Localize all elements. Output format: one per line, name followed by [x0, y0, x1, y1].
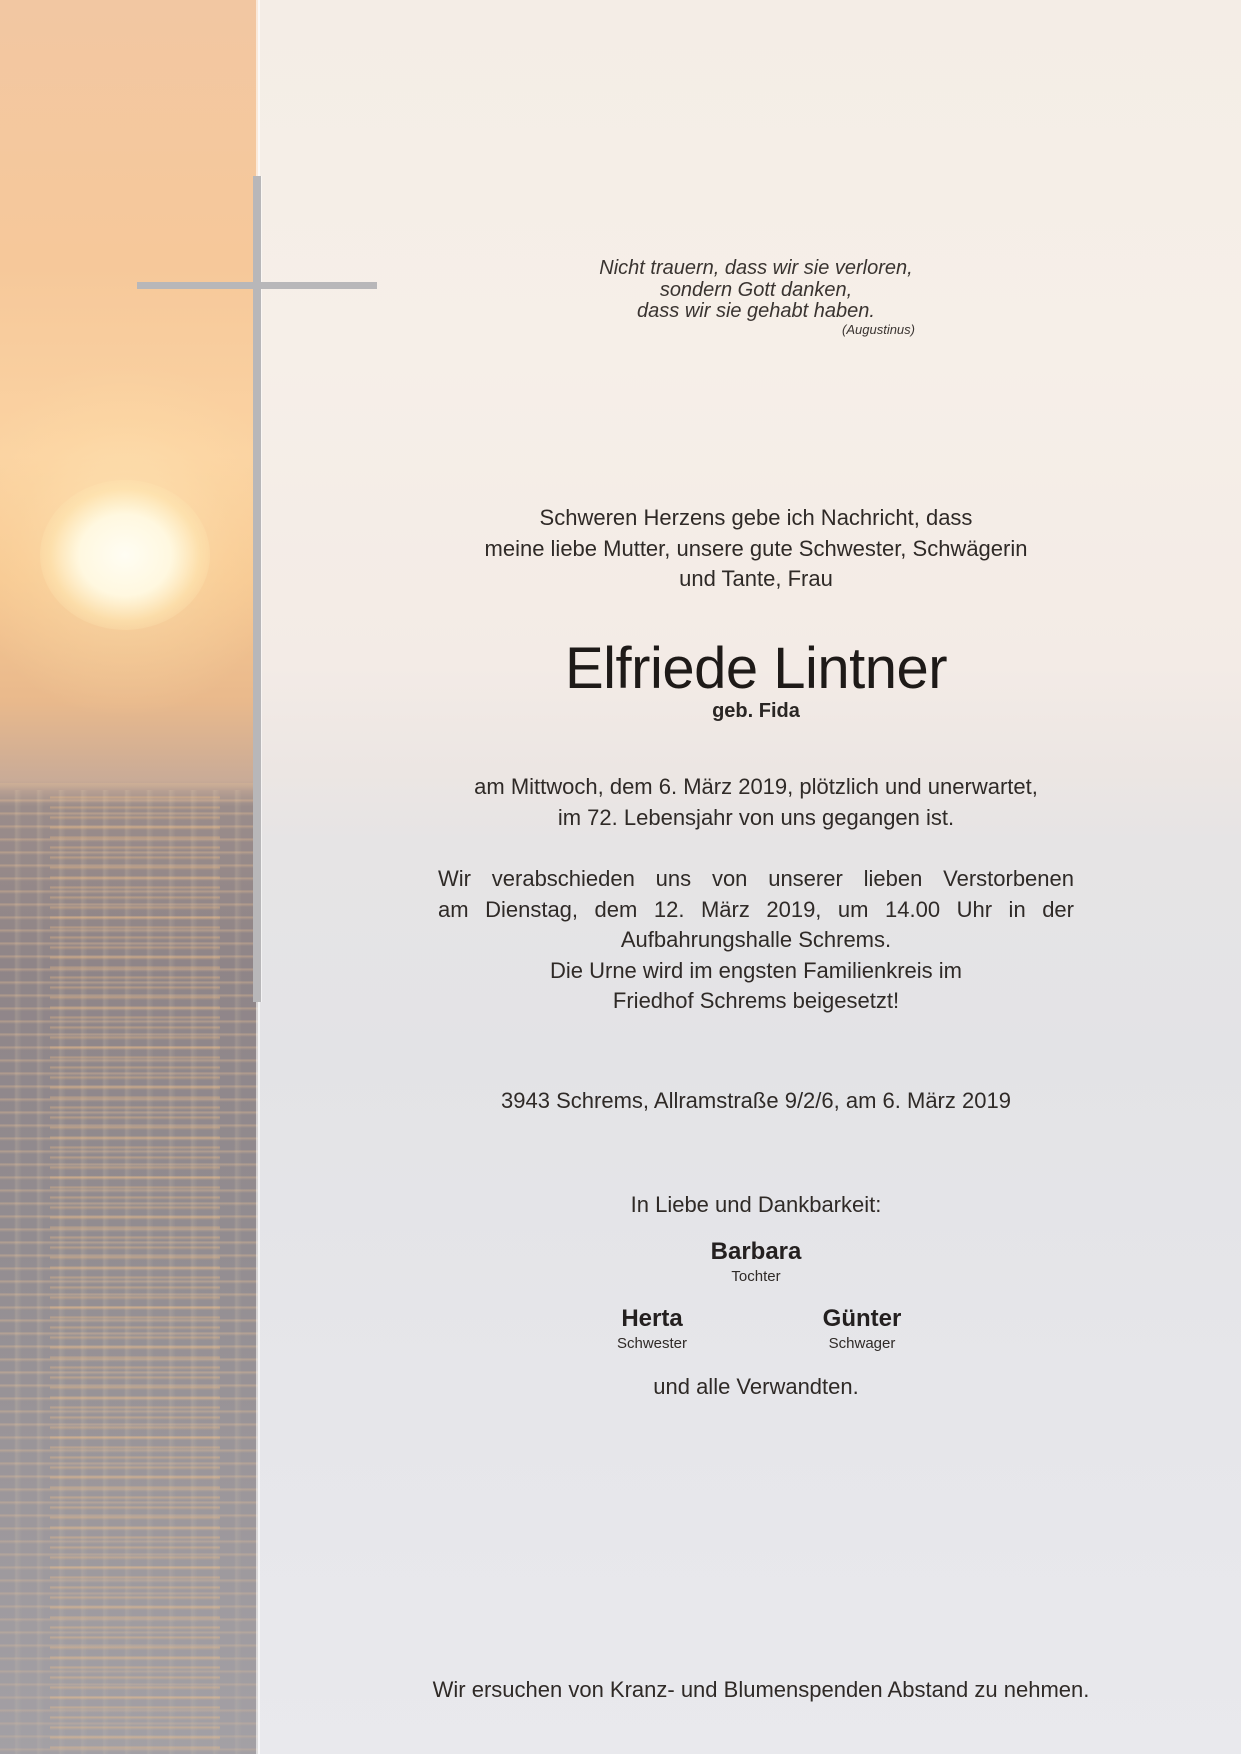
closing-note: Wir ersuchen von Kranz- und Blumenspenden Abstand zu nehmen.	[432, 1677, 1090, 1702]
quote-line: dass wir sie gehabt haben.	[637, 300, 875, 322]
sun-reflection-path	[50, 790, 220, 1754]
farewell-text	[438, 864, 1074, 1017]
intro-text	[436, 503, 1076, 595]
farewell-line: Aufbahrungshalle Schrems.	[620, 927, 892, 952]
mourner-name: Günter	[822, 1305, 902, 1332]
mourner-barbara	[636, 1238, 876, 1285]
sun	[40, 480, 210, 630]
mourner-role: Schwester	[616, 1335, 688, 1352]
intro-line: Schweren Herzens gebe ich Nachricht, dass	[539, 505, 973, 530]
memorial-quote	[560, 258, 952, 323]
farewell-line: Friedhof Schrems beigesetzt!	[612, 988, 900, 1013]
mourner-role: Tochter	[731, 1268, 781, 1285]
farewell-line: Die Urne wird im engsten Familienkreis im	[549, 957, 962, 983]
address-line: 3943 Schrems, Allramstraße 9/2/6, am 6. März 2019	[501, 1088, 1011, 1113]
mourner-guenter	[742, 1305, 982, 1352]
mourner-name: Herta	[621, 1305, 683, 1332]
relatives-line: und alle Verwandten.	[653, 1374, 859, 1399]
mourner-role: Schwager	[828, 1335, 896, 1352]
mourner-name: Barbara	[710, 1238, 802, 1265]
intro-line: und Tante, Frau	[679, 566, 833, 591]
cross-vertical-bar	[253, 176, 261, 1002]
death-announcement	[436, 772, 1076, 833]
farewell-line: am Dienstag, dem 12. März 2019, um 14.00 Uhr in der	[438, 896, 1074, 922]
deceased-name: Elfriede Lintner	[564, 636, 948, 701]
mourner-herta	[532, 1305, 772, 1352]
intro-line: meine liebe Mutter, unsere gute Schwester, Schwägerin	[484, 535, 1028, 561]
death-line: am Mittwoch, dem 6. März 2019, plötzlich und unerwartet,	[474, 774, 1038, 799]
quote-line: Nicht trauern, dass wir sie verloren,	[599, 257, 913, 279]
maiden-name: geb. Fida	[712, 700, 800, 722]
quote-line: sondern Gott danken,	[659, 278, 853, 301]
death-line: im 72. Lebensjahr von uns gegangen ist.	[557, 804, 955, 830]
mourners-heading: In Liebe und Dankbarkeit:	[630, 1192, 882, 1217]
cross-horizontal-bar	[137, 282, 377, 289]
sunset-sea-photo	[0, 0, 258, 1754]
farewell-line: Wir verabschieden uns von unserer lieben Verstorbenen	[438, 866, 1074, 891]
quote-author: (Augustinus)	[842, 322, 915, 337]
